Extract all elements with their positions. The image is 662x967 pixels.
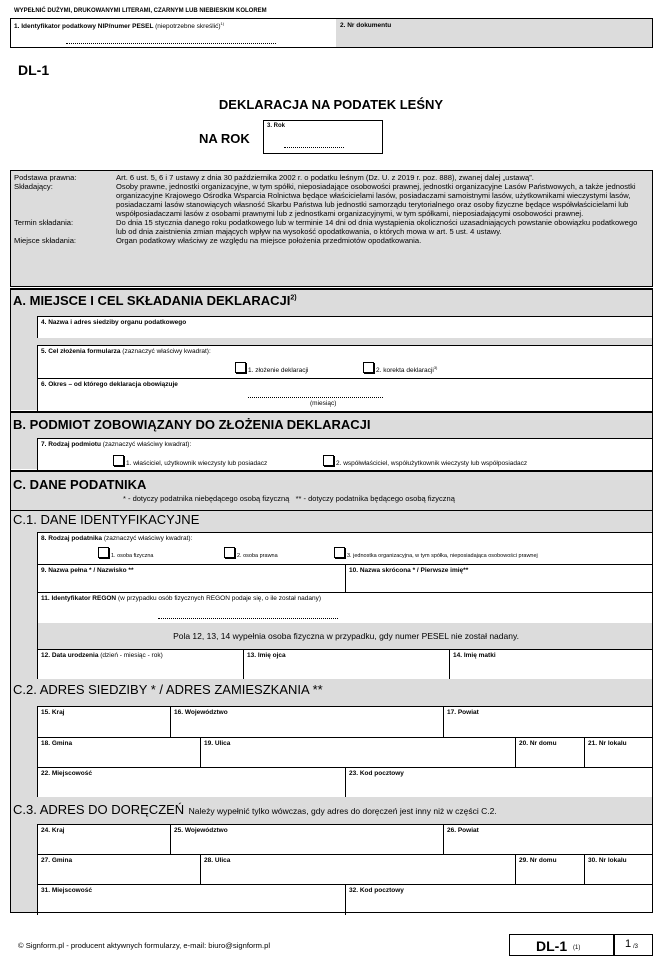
field-year-label: 3. Rok — [267, 123, 286, 129]
section-c-title: C. DANE PODATNIKA — [13, 477, 147, 492]
field-taxpayer-type-hint: (zaznaczyć właściwy kwadrat): — [103, 535, 193, 542]
field-regon[interactable] — [37, 592, 653, 623]
page-number: 1 — [625, 938, 632, 950]
option-owner[interactable]: 1. właściciel, użytkownik wieczysty lub posiadacz — [113, 455, 267, 467]
field-taxpayer-type-label: 8. Rodzaj podatnika — [41, 535, 103, 542]
field-regon-hint: (w przypadku osób fizycznych REGON podaje się, o ile został nadany) — [117, 595, 321, 602]
option-correction[interactable]: 2. korekta deklaracji$^{3)}$ — [363, 362, 437, 374]
field-nip-sup: 1) — [220, 21, 225, 26]
field-short-name[interactable] — [345, 564, 653, 592]
field-city-label: 22. Miejscowość — [41, 770, 92, 777]
field-tax-office-label: 4. Nazwa i adres siedziby organu podatkowego — [41, 319, 187, 326]
legal-label: Składający: — [14, 182, 53, 191]
field-taxpayer-type — [37, 532, 653, 565]
option-legal-person[interactable]: 2. osoba prawna — [224, 547, 278, 559]
checkbox[interactable] — [334, 547, 345, 558]
section-c2-title: C.2. ADRES SIEDZIBY * / ADRES ZAMIESZKANIA ** — [13, 682, 323, 697]
checkbox[interactable] — [224, 547, 235, 558]
field-mother-name[interactable] — [449, 649, 653, 679]
field-father-name-label: 13. Imię ojca — [247, 652, 286, 659]
field-delivery-city-label: 31. Miejscowość — [41, 887, 92, 894]
field-house-number[interactable] — [515, 737, 584, 767]
legal-label: Termin składania: — [14, 218, 74, 227]
field-commune-label: 18. Gmina — [41, 740, 73, 747]
checkbox[interactable] — [235, 362, 246, 373]
field-delivery-street-label: 28. Ulica — [204, 857, 231, 864]
field-delivery-postal-code-label: 32. Kod pocztowy — [349, 887, 404, 894]
field-nip-hint: (niepotrzebne skreślić) — [155, 23, 221, 31]
legal-text: Organ podatkowy właściwy ze względu na miejsce położenia przedmiotów opodatkowania. — [116, 236, 422, 245]
field-delivery-voivodeship-label: 25. Województwo — [174, 827, 228, 834]
section-c-note: * - dotyczy podatnika niebędącego osobą fizyczną ** - dotyczy podatnika będącego osobą fizyczną — [123, 494, 455, 503]
section-b — [10, 411, 653, 469]
field-purpose — [37, 345, 653, 378]
field-regon-label: 11. Identyfikator REGON — [41, 595, 117, 602]
checkbox[interactable] — [363, 362, 374, 373]
legal-text: Do dnia 15 stycznia danego roku podatkowego lub w terminie 14 dni od dnia wystąpienia okoliczności uzasadniających powstanie obowiązku podatkowego lub od dnia zaistnienia zmian mających wpływ na wysokość opodatkowania, o których mowa w art. 5 ust. 4 ustawy. — [116, 218, 638, 236]
regon-dotline — [158, 618, 338, 619]
field-mother-name-label: 14. Imię matki — [453, 652, 496, 659]
legal-text: Osoby prawne, jednostki organizacyjne, w tym spółki, nieposiadające osobowości prawnej, jednostki organizacyjne Lasów Państwowych, a także jednostki organizacyjne Krajowego Ośrodka Wsparcia Rolnictwa będące właścicielami lasów, posiadaczami samoistnymi lasów, użytkownikami wieczystymi lasów, posiadaczami lasów stanowiących własność Skarbu Państwa lub jednostki samorządu terytorialnego oraz osoby fizyczne będące współwłaścicielami lub współposiadaczami lasów z osobami prawnymi lub z jednostkami organizacyjnymi, w tym spółkami, nieposiadającymi osobowości prawnej. — [116, 182, 636, 218]
field-voivodeship-label: 16. Województwo — [174, 709, 228, 716]
legal-label: Miejsce składania: — [14, 236, 77, 245]
footer-credit: © Signform.pl - producent aktywnych formularzy, e-mail: biuro@signform.pl — [18, 941, 271, 950]
field-purpose-hint: (zaznaczyć właściwy kwadrat): — [122, 348, 211, 355]
field-period-hint: (miesiąc) — [310, 400, 337, 407]
checkbox[interactable] — [113, 455, 124, 466]
field-county[interactable] — [443, 706, 653, 737]
field-country[interactable] — [37, 706, 170, 737]
section-a-title: A. MIEJSCE I CEL SKŁADANIA DEKLARACJI$^{2)}$ — [13, 293, 297, 308]
field-postal-code[interactable] — [345, 767, 653, 797]
field-period-label: 6. Okres – od którego deklaracja obowiązuje — [41, 381, 178, 388]
field-delivery-street[interactable] — [200, 854, 515, 884]
footer-code-box — [509, 934, 614, 956]
field-apartment-number[interactable] — [584, 737, 653, 767]
field-delivery-country-label: 24. Kraj — [41, 827, 65, 834]
legal-row-place — [14, 236, 649, 245]
field-country-label: 15. Kraj — [41, 709, 65, 716]
field-commune[interactable] — [37, 737, 200, 767]
year-dotline — [284, 147, 344, 148]
page-number-box — [614, 934, 653, 956]
field-entity-type-hint: (zaznaczyć właściwy kwadrat): — [102, 441, 192, 448]
field-short-name-label: 10. Nazwa skrócona * / Pierwsze imię** — [349, 567, 469, 574]
option-submission[interactable]: 1. złożenie deklaracji — [235, 362, 308, 374]
field-doc-number-label: 2. Nr dokumentu — [340, 22, 392, 29]
legal-label: Podstawa prawna: — [14, 173, 77, 182]
field-birth-date-label: 12. Data urodzenia — [41, 652, 99, 659]
field-delivery-house-number-label: 29. Nr domu — [519, 857, 557, 864]
field-nip-label: 1. Identyfikator podatkowy NIP/numer PESEL — [14, 23, 154, 31]
field-delivery-commune-label: 27. Gmina — [41, 857, 73, 864]
note-fields-12-14: Pola 12, 13, 14 wypełnia osoba fizyczna w przypadku, gdy numer PESEL nie został nadany. — [37, 623, 654, 649]
legal-row-deadline — [14, 218, 649, 236]
field-house-number-label: 20. Nr domu — [519, 740, 557, 747]
section-c — [10, 470, 653, 913]
field-delivery-apartment-number-label: 30. Nr lokalu — [588, 857, 627, 864]
footer-code: DL-1 — [536, 938, 568, 954]
field-street[interactable] — [200, 737, 515, 767]
field-year[interactable] — [263, 120, 383, 154]
field-city[interactable] — [37, 767, 345, 797]
legal-row-submitter — [14, 182, 649, 218]
field-postal-code-label: 23. Kod pocztowy — [349, 770, 404, 777]
field-delivery-city[interactable] — [37, 884, 345, 915]
section-b-title: B. PODMIOT ZOBOWIĄZANY DO ZŁOŻENIA DEKLARACJI — [13, 417, 371, 432]
field-birth-date[interactable] — [37, 649, 243, 679]
form-code: DL-1 — [18, 62, 50, 78]
header-block — [10, 18, 653, 48]
field-entity-type — [37, 438, 653, 471]
field-father-name[interactable] — [243, 649, 449, 679]
field-birth-date-hint: (dzień - miesiąc - rok) — [100, 652, 163, 659]
field-purpose-label: 5. Cel złożenia formularza — [41, 348, 121, 355]
field-period[interactable] — [37, 378, 653, 411]
legal-info — [10, 170, 653, 287]
field-full-name-label: 9. Nazwa pełna * / Nazwisko ** — [41, 567, 134, 574]
field-delivery-apartment-number[interactable] — [584, 854, 653, 884]
nip-dotline — [66, 43, 276, 44]
section-a — [10, 288, 653, 410]
checkbox[interactable] — [323, 455, 334, 466]
field-apartment-number-label: 21. Nr lokalu — [588, 740, 627, 747]
field-street-label: 19. Ulica — [204, 740, 231, 747]
field-delivery-country[interactable] — [37, 824, 170, 854]
field-delivery-commune[interactable] — [37, 854, 200, 884]
checkbox[interactable] — [98, 547, 109, 558]
legal-row-basis — [14, 173, 649, 182]
field-delivery-voivodeship[interactable] — [170, 824, 443, 854]
fill-instructions: WYPEŁNIĆ DUŻYMI, DRUKOWANYMI LITERAMI, CZARNYM LUB NIEBIESKIM KOLOREM — [14, 8, 267, 14]
option-org-unit[interactable]: 3. jednostka organizacyjna, w tym spółka, nieposiadająca osobowości prawnej — [334, 547, 538, 559]
footer-code-sub: (1) — [573, 945, 581, 951]
field-delivery-house-number[interactable] — [515, 854, 584, 884]
field-voivodeship[interactable] — [170, 706, 443, 737]
field-nip-pesel[interactable] — [11, 19, 336, 47]
field-delivery-county[interactable] — [443, 824, 653, 854]
section-c3-title: C.3. ADRES DO DORĘCZEŃ Należy wypełnić tylko wówczas, gdy adres do doręczeń jest inny niż w części C.2. — [13, 802, 497, 817]
period-dotline — [248, 397, 383, 398]
page-total: /3 — [633, 944, 639, 950]
field-county-label: 17. Powiat — [447, 709, 479, 716]
field-full-name[interactable] — [37, 564, 345, 592]
option-coowner[interactable]: 2. współwłaściciel, współużytkownik wieczysty lub współposiadacz — [323, 455, 527, 467]
field-delivery-county-label: 26. Powiat — [447, 827, 479, 834]
year-label: NA ROK — [199, 131, 250, 146]
form-title: DEKLARACJA NA PODATEK LEŚNY — [218, 97, 444, 112]
field-delivery-postal-code[interactable] — [345, 884, 653, 915]
option-natural-person[interactable]: 1. osoba fizyczna — [98, 547, 154, 559]
legal-text: Art. 6 ust. 5, 6 i 7 ustawy z dnia 30 października 2002 r. o podatku leśnym (Dz. U. z 2019 r. poz. 888), zwanej dalej „ustawą”. — [116, 173, 534, 182]
section-c1-title: C.1. DANE IDENTYFIKACYJNE — [10, 510, 653, 527]
field-entity-type-label: 7. Rodzaj podmiotu — [41, 441, 101, 448]
field-tax-office[interactable] — [37, 316, 653, 338]
